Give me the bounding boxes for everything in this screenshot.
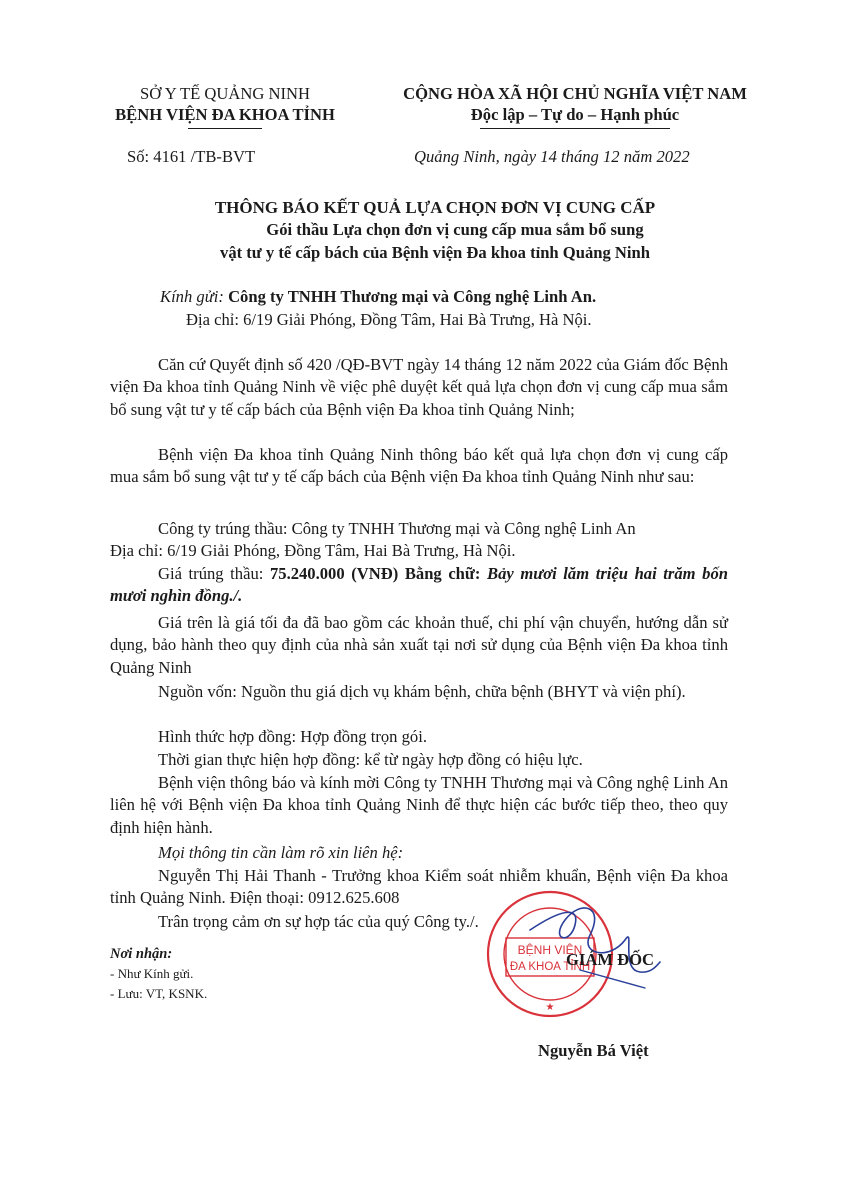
paragraph-announcement: Bệnh viện Đa khoa tỉnh Quảng Ninh thông báo kết quả lựa chọn đơn vị cung cấp mua sắm bổ sung vật tư y tế cấp bách của Bệnh viện Đa khoa tỉnh Quảng Ninh như sau: <box>110 445 728 487</box>
national-title: CỘNG HÒA XÃ HỘI CHỦ NGHĨA VIỆT NAM <box>403 84 747 103</box>
paragraph-winner: Công ty trúng thầu: Công ty TNHH Thương mại và Công nghệ Linh An <box>158 519 636 538</box>
paragraph-contact: Nguyễn Thị Hải Thanh - Trưởng khoa Kiểm soát nhiễm khuẩn, Bệnh viện Đa khoa tỉnh Quảng Ninh. Điện thoại: 0912.625.608 <box>110 866 728 908</box>
signer-position: GIÁM ĐỐC <box>566 950 655 969</box>
recipients-label: Nơi nhận: <box>110 946 173 962</box>
stamp-line-2: ĐA KHOA TỈNH <box>509 961 591 973</box>
paragraph-contract-time: Thời gian thực hiện hợp đồng: kể từ ngày hợp đồng có hiệu lực. <box>158 750 583 769</box>
notice-title: THÔNG BÁO KẾT QUẢ LỰA CHỌN ĐƠN VỊ CUNG CẤP <box>214 198 656 217</box>
document-date: Quảng Ninh, ngày 14 tháng 12 năm 2022 <box>414 147 690 166</box>
agency-name: SỞ Y TẾ QUẢNG NINH <box>140 84 310 103</box>
paragraph-invitation: Bệnh viện thông báo và kính mời Công ty TNHH Thương mại và Công nghệ Linh An liên hệ với Bệnh viện Đa khoa tỉnh Quảng Ninh để thực hiện các bước tiếp theo, theo quy định hiện hành. <box>110 773 728 837</box>
price-words: Bảy mươi lăm triệu hai trăm bốn mươi nghìn đồng./. <box>110 564 728 606</box>
paragraph-contact-intro: Mọi thông tin cần làm rõ xin liên hệ: <box>158 843 404 862</box>
notice-subtitle-line1: Gói thầu Lựa chọn đơn vị cung cấp mua sắm bổ sung <box>266 220 644 239</box>
notice-subtitle-line2: vật tư y tế cấp bách của Bệnh viện Đa khoa tỉnh Quảng Ninh <box>220 243 650 262</box>
paragraph-funding: Nguồn vốn: Nguồn thu giá dịch vụ khám bệnh, chữa bệnh (BHYT và viện phí). <box>158 682 686 701</box>
paragraph-winner-address: Địa chỉ: 6/19 Giải Phóng, Đồng Tâm, Hai Bà Trưng, Hà Nội. <box>110 541 516 560</box>
paragraph-thanks: Trân trọng cảm ơn sự hợp tác của quý Công ty./. <box>158 912 479 931</box>
paragraph-legal-basis: Căn cứ Quyết định số 420 /QĐ-BVT ngày 14 tháng 12 năm 2022 của Giám đốc Bệnh viện Đa khoa tỉnh Quảng Ninh về việc phê duyệt kết quả lựa chọn đơn vị cung cấp mua sắm bổ sung vật tư y tế cấp bách của Bệnh viện Đa khoa tỉnh Quảng Ninh; <box>110 355 728 419</box>
recipient-label: Kính gửi: <box>160 287 224 306</box>
recipient-line <box>160 287 596 307</box>
paragraph-price-note: Giá trên là giá tối đa đã bao gồm các khoản thuế, chi phí vận chuyển, hướng dẫn sử dụng, bảo hành theo quy định của nhà sản xuất tại nơi sử dụng của Bệnh viện Đa khoa tỉnh Quảng Ninh <box>110 613 728 677</box>
recipient-name: Công ty TNHH Thương mại và Công nghệ Linh An. <box>228 287 597 306</box>
document-number: Số: 4161 /TB-BVT <box>127 147 256 166</box>
recipients-item-2: - Lưu: VT, KSNK. <box>110 986 208 1001</box>
stamp-star-icon: ★ <box>545 1002 555 1013</box>
header-left-underline <box>188 128 262 129</box>
national-motto: Độc lập – Tự do – Hạnh phúc <box>470 105 680 124</box>
paragraph-price <box>110 563 728 608</box>
recipients-item-1: - Như Kính gửi. <box>110 966 194 981</box>
price-label: Giá trúng thầu: <box>158 564 264 583</box>
stamp-line-1: BỆNH VIỆN <box>517 943 583 957</box>
price-value: 75.240.000 (VNĐ) Bằng chữ: <box>269 564 481 583</box>
header-right-underline <box>480 128 670 129</box>
paragraph-contract-type: Hình thức hợp đồng: Hợp đồng trọn gói. <box>158 727 427 746</box>
hospital-name: BỆNH VIỆN ĐA KHOA TỈNH <box>115 105 335 124</box>
recipient-address: Địa chỉ: 6/19 Giải Phóng, Đồng Tâm, Hai Bà Trưng, Hà Nội. <box>186 310 592 329</box>
signer-name: Nguyễn Bá Việt <box>538 1041 649 1060</box>
